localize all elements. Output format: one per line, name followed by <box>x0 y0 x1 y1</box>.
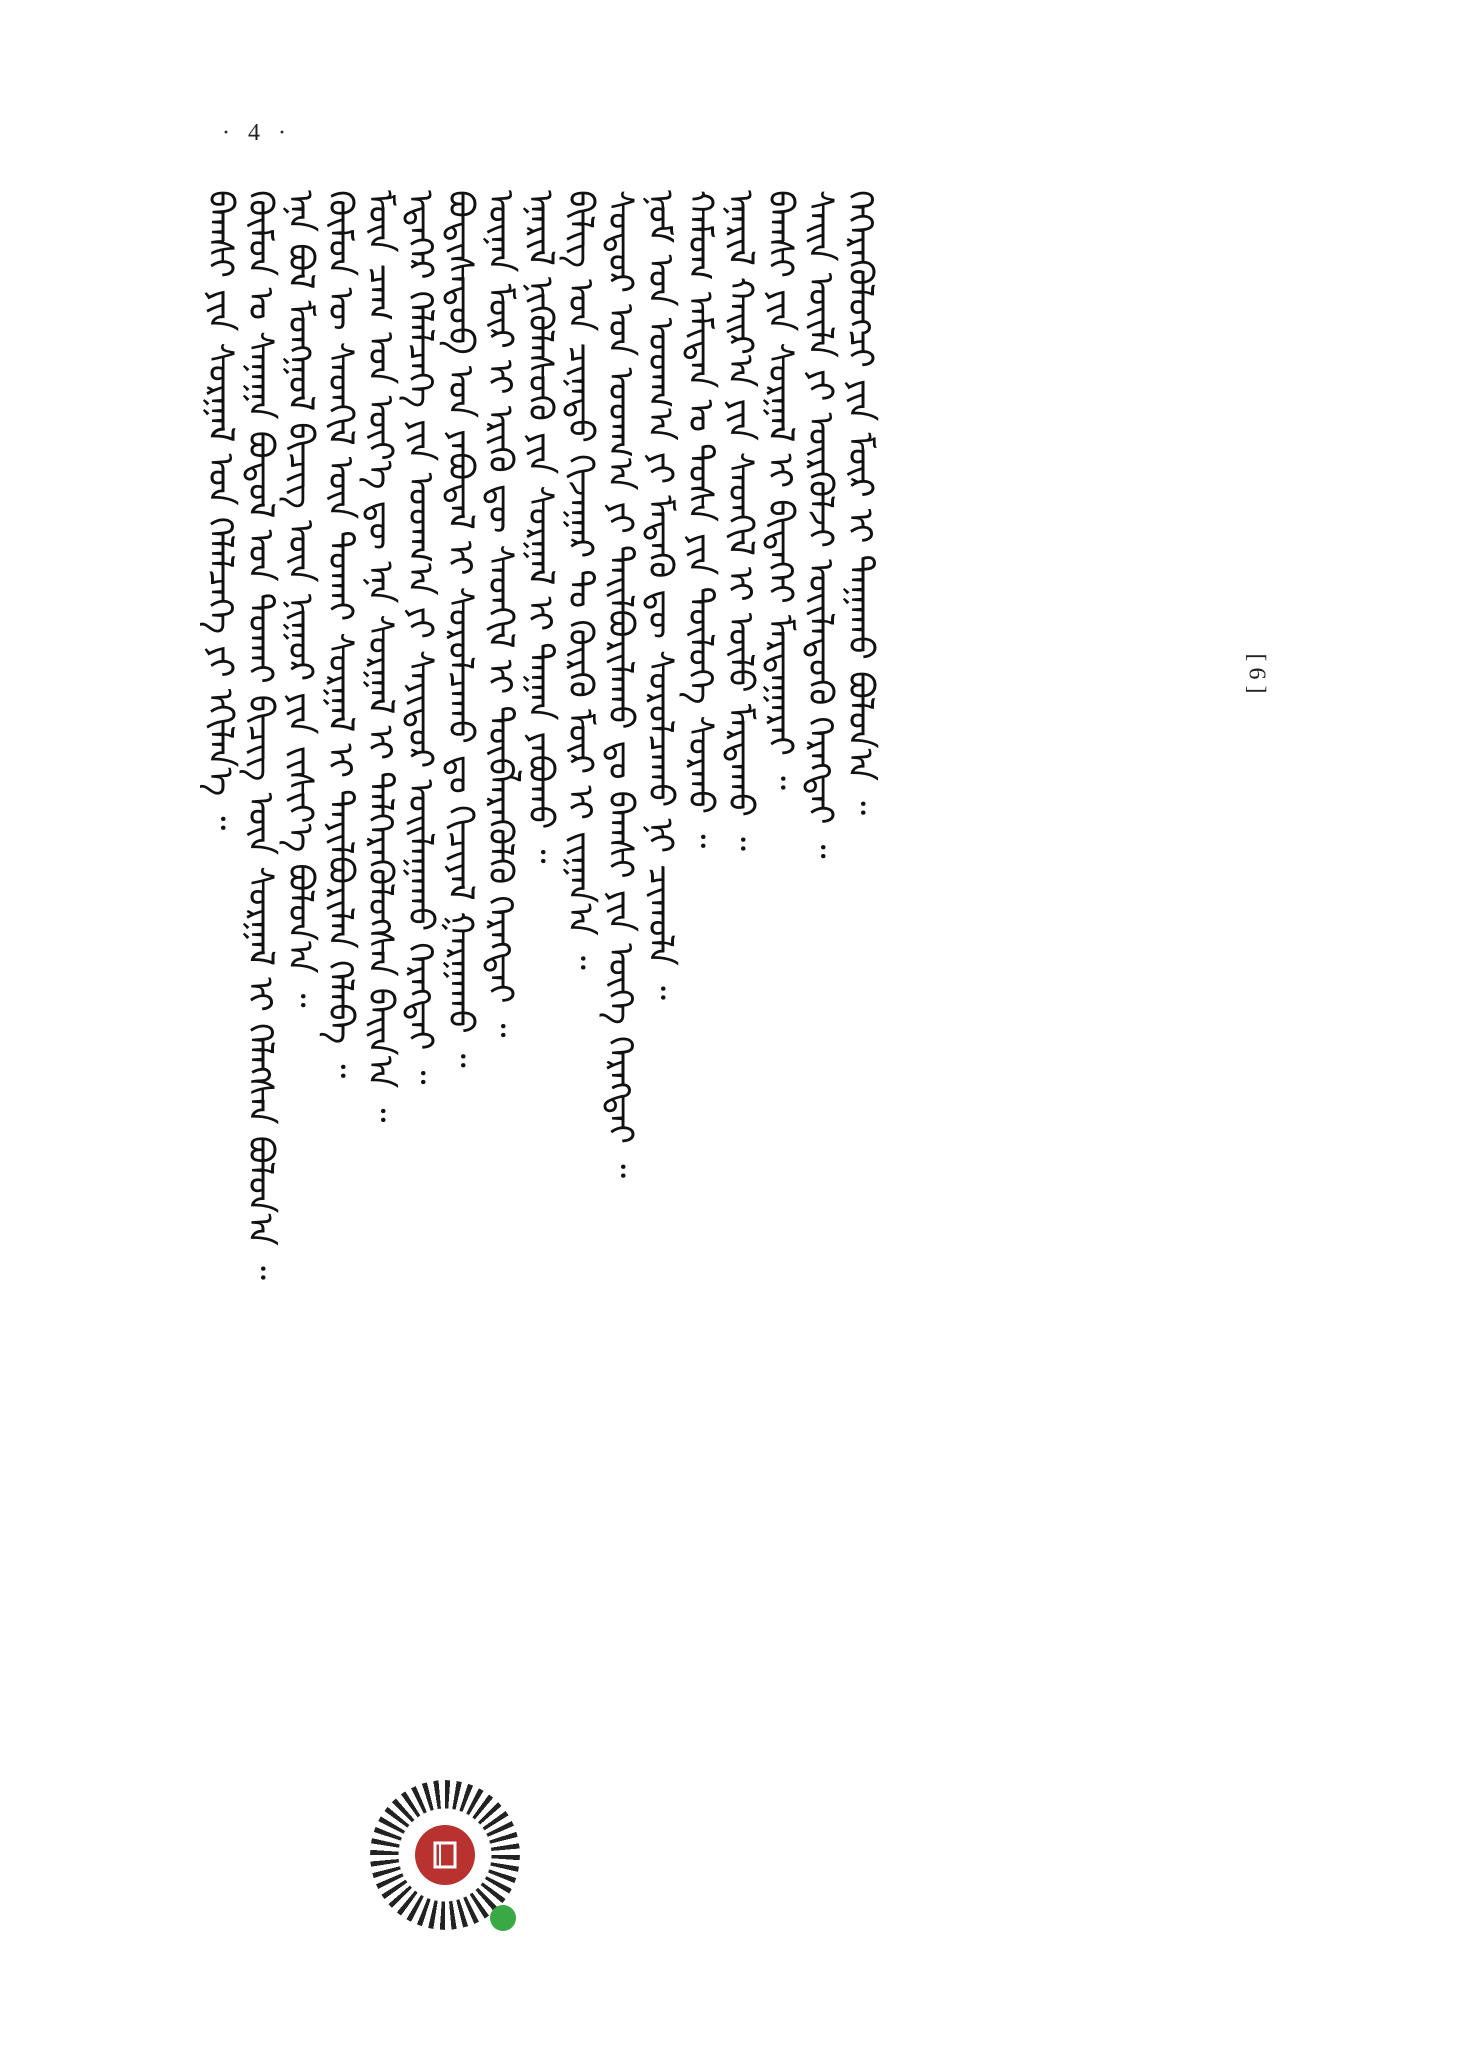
text-column: ᠡᠨᠡᠷᠢᠯ ᠬᠠᠢᠷ᠎ᠠ ᠶᠢᠨ ᠰᠡᠳᠬᠢᠯ ᠢ ᠦᠯᠦ ᠮᠠᠷᠳᠠᠬᠤ ᠃ <box>720 190 760 852</box>
text-column: ᠭᠡᠭᠡᠷᠡᠭᠦᠯᠦᠭᠴᠢ ᠶᠢᠨ ᠮᠥᠷ ᠢ ᠳᠠᠭᠠᠬᠤ ᠪᠣᠯᠤᠨ᠎ᠠ ᠃ <box>840 190 880 816</box>
page-number: · 4 · <box>222 120 292 146</box>
reference-tag: [ 6 ] <box>1243 653 1270 694</box>
mongolian-text-body <box>200 190 1210 1890</box>
text-column: ᠪᠠᠭᠰᠢ ᠶᠢᠨ ᠰᠤᠷᠭᠠᠯ ᠤᠨ ᠬᠡᠯᠡᠯᠴᠡᠭᠡ ᠶᠢ ᠡᠬᠢᠯᠡᠨ᠎ᠡ ᠃ <box>200 190 240 831</box>
app-badge-icon <box>490 1905 516 1931</box>
book-icon <box>415 1825 475 1885</box>
text-column: ᠬᠦᠮᠦᠨ ᠦ ᠰᠡᠳᠬᠢᠯ ᠦᠨ ᠲᠤᠬᠠᠢ ᠰᠤᠷᠭᠠᠯ ᠢ ᠲᠠᠶᠢᠯᠪᠤᠷᠢᠯᠠᠨ ᠬᠡᠯᠡᠪᠡ ᠃ <box>320 190 360 1079</box>
text-column: ᠡᠨᠡᠷᠢᠯ ᠨᠢᠭᠦᠯᠡᠰᠦᠭᠦ ᠶᠢᠨ ᠰᠤᠷᠭᠠᠯ ᠢ ᠳᠠᠭᠠᠨ ᠶᠠᠪᠤᠬᠤ ᠃ <box>520 190 560 864</box>
text-column: ᠦᠨᠡᠨ ᠮᠥᠷ ᠢ ᠡᠷᠢᠬᠦ ᠳᠦ ᠰᠡᠳᠬᠢᠯ ᠢ ᠲᠥᠪᠯᠡᠷᠡᠭᠦᠯᠬᠦ ᠬᠡᠷᠡᠭᠲᠡᠶ ᠃ <box>480 190 520 1038</box>
text-column: ᠬᠦᠮᠦᠨ ᠤ ᠰᠠᠨᠠᠭᠠ ᠪᠣᠳᠤᠯ ᠤᠨ ᠲᠤᠬᠠᠢ ᠪᠢᠴᠢᠭ᠌ ᠦᠨ ᠰᠤᠷᠭᠠᠯ ᠢ ᠬᠡᠯᠡᠭᠰᠡᠨ ᠪᠤᠯᠤᠨ᠎ᠠ ᠃ <box>240 190 280 1280</box>
text-column: ᠪᠢᠯᠢᠭ ᠤᠨ ᠴᠢᠨᠠᠳᠤ ᠬᠢᠵᠠᠭᠠᠷ ᠲᠤ ᠬᠦᠷᠬᠦ ᠮᠥᠷ ᠢ ᠵᠢᠭᠠᠨ᠎ᠠ ᠃ <box>560 190 600 970</box>
text-column: ᠡᠨᠡ ᠪᠣᠯ ᠮᠣᠩᠭᠣᠯ ᠪᠢᠴᠢᠭ᠌ ᠦᠨ ᠨᠢᠭᠤᠷ ᠶᠢᠨ ᠵᠢᠱᠢᠶ᠎ᠡ ᠪᠣᠯᠤᠨ᠎ᠠ ᠃ <box>280 190 320 1008</box>
text-column: ᠪᠠᠭᠰᠢ ᠶᠢᠨ ᠰᠤᠷᠭᠠᠯ ᠢ ᠪᠢᠲᠡᠭᠡᠢ ᠮᠠᠷᠳᠠᠭᠠᠷᠠᠢ ᠃ <box>760 190 800 791</box>
text-column: ᠰᠤᠳᠤᠷ ᠤᠨ ᠤᠳᠬ᠎ᠠ ᠶᠢ ᠲᠠᠢᠯᠪᠤᠷᠢᠯᠠᠬᠤ ᠳᠤ ᠪᠠᠭᠰᠢ ᠶᠢᠨ ᠦᠭᠡ ᠬᠡᠷᠡᠭᠲᠡᠶ ᠃ <box>600 190 640 1179</box>
text-column: ᠨᠣᠮ ᠤᠨ ᠤᠳᠬ᠎ᠠ ᠶᠢ ᠮᠡᠳᠡᠬᠦ ᠳᠦ ᠰᠤᠷᠤᠯᠴᠠᠬᠤ ᠨᠢ ᠴᠢᠬᠤᠯᠠ ᠃ <box>640 190 680 1001</box>
text-column: ᠰᠠᠢᠨ ᠦᠢᠯᠡ ᠶᠢ ᠦᠷᠭᠦᠯᠵᠢ ᠦᠢᠯᠡᠳᠦᠬᠦ ᠬᠡᠷᠡᠭᠲᠡᠶ ᠃ <box>800 190 840 859</box>
text-column: ᠬᠠᠮᠤᠭ ᠠᠮᠢᠳᠠᠨ ᠤ ᠲᠤᠰᠠ ᠶᠢᠨ ᠲᠥᠯᠥᠭᠡ ᠰᠤᠷᠬᠤ ᠃ <box>680 190 720 849</box>
text-column: ᠮᠥᠨ ᠴᠠᠭ ᠤᠨ ᠦᠶ᠎ᠡ ᠳᠦ ᠡᠨᠡ ᠰᠤᠷᠭᠠᠯ ᠢ ᠳᠡᠯᠭᠡᠷᠡᠭᠦᠯᠦᠭᠰᠡᠨ ᠪᠠᠢᠨ᠎ᠠ ᠃ <box>360 190 400 1123</box>
text-column: ᠪᠣᠳᠢᠰᠠᠲᠤᠪ ᠤᠨ ᠶᠠᠪᠤᠳᠠᠯ ᠢ ᠰᠤᠷᠤᠯᠴᠠᠬᠤ ᠳᠤ ᠬᠢᠴᠢᠶᠡᠯ ᠭᠠᠷᠭᠠᠬᠤ ᠃ <box>440 190 480 1068</box>
text-column: ᠡᠳᠡᠭᠡᠷ ᠬᠡᠯᠡᠯᠴᠡᠭᠡ ᠶᠢᠨ ᠤᠳᠬ᠎ᠠ ᠶᠢ ᠰᠠᠶᠢᠲᠤᠷ ᠤᠢᠯᠠᠭᠠᠬᠤ ᠬᠡᠷᠡᠭᠲᠡᠶ ᠃ <box>400 190 440 1085</box>
